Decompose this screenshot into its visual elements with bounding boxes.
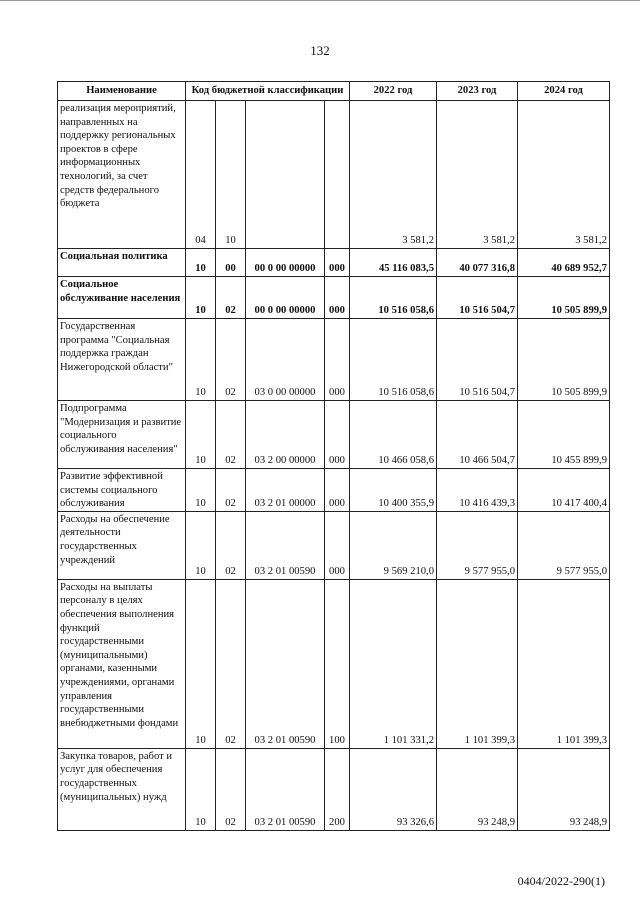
table-row (58, 401, 610, 469)
code-target-article: 00 0 00 00000 (246, 249, 325, 277)
code-section: 10 (186, 319, 216, 401)
value-2024: 3 581,2 (518, 101, 610, 249)
row-name: Социальная политика (58, 249, 186, 277)
code-expense-type: 000 (325, 319, 350, 401)
value-2022: 1 101 331,2 (350, 579, 437, 748)
row-name: Закупка товаров, работ и услуг для обеспечения государственных (муниципальных) нужд (58, 748, 186, 830)
value-2024: 10 417 400,4 (518, 469, 610, 512)
table-header-row (58, 82, 610, 101)
code-target-article: 03 2 01 00590 (246, 511, 325, 579)
code-target-article: 03 0 00 00000 (246, 319, 325, 401)
code-subsection: 02 (216, 511, 246, 579)
code-expense-type: 000 (325, 511, 350, 579)
value-2024: 10 505 899,9 (518, 277, 610, 319)
table-row (58, 101, 610, 249)
row-name: Развитие эффективной системы социального обслуживания (58, 469, 186, 512)
row-name: Расходы на обеспечение деятельности государственных учреждений (58, 511, 186, 579)
table-row (58, 319, 610, 401)
value-2022: 45 116 083,5 (350, 249, 437, 277)
row-name: реализация мероприятий, направленных на поддержку региональных проектов в сфере информационных технологий, за счет средств федерального бюджета (58, 101, 186, 249)
value-2023: 10 466 504,7 (437, 401, 518, 469)
value-2022: 9 569 210,0 (350, 511, 437, 579)
value-2022: 93 326,6 (350, 748, 437, 830)
table-row (58, 511, 610, 579)
value-2024: 10 455 899,9 (518, 401, 610, 469)
code-target-article: 03 2 01 00000 (246, 469, 325, 512)
code-section: 10 (186, 579, 216, 748)
value-2023: 9 577 955,0 (437, 511, 518, 579)
row-name: Социальное обслуживание населения (58, 277, 186, 319)
value-2024: 9 577 955,0 (518, 511, 610, 579)
code-expense-type (325, 101, 350, 249)
header-classification: Код бюджетной классификации (186, 82, 350, 101)
code-subsection: 02 (216, 469, 246, 512)
code-expense-type: 000 (325, 401, 350, 469)
row-name: Подпрограмма "Модернизация и развитие социального обслуживания населения" (58, 401, 186, 469)
value-2023: 1 101 399,3 (437, 579, 518, 748)
value-2022: 3 581,2 (350, 101, 437, 249)
table-row (58, 249, 610, 277)
header-2023: 2023 год (437, 82, 518, 101)
code-target-article: 03 2 00 00000 (246, 401, 325, 469)
code-section: 10 (186, 511, 216, 579)
value-2022: 10 400 355,9 (350, 469, 437, 512)
code-subsection: 02 (216, 748, 246, 830)
table-row (58, 748, 610, 830)
value-2022: 10 466 058,6 (350, 401, 437, 469)
page-number: 132 (310, 43, 330, 58)
code-subsection: 02 (216, 277, 246, 319)
code-subsection: 02 (216, 401, 246, 469)
code-target-article: 03 2 01 00590 (246, 748, 325, 830)
value-2023: 10 516 504,7 (437, 277, 518, 319)
value-2023: 93 248,9 (437, 748, 518, 830)
table-row (58, 469, 610, 512)
code-section: 10 (186, 748, 216, 830)
code-target-article: 03 2 01 00590 (246, 579, 325, 748)
document-code: 0404/2022-290(1) (517, 874, 605, 888)
budget-table (57, 81, 610, 831)
top-border-line (0, 0, 640, 1)
code-section: 04 (186, 101, 216, 249)
header-name: Наименование (58, 82, 186, 101)
value-2023: 3 581,2 (437, 101, 518, 249)
value-2024: 1 101 399,3 (518, 579, 610, 748)
header-2022: 2022 год (350, 82, 437, 101)
code-target-article (246, 101, 325, 249)
code-expense-type: 000 (325, 249, 350, 277)
value-2022: 10 516 058,6 (350, 277, 437, 319)
code-subsection: 02 (216, 579, 246, 748)
table-row (58, 579, 610, 748)
code-expense-type: 000 (325, 469, 350, 512)
code-section: 10 (186, 469, 216, 512)
code-section: 10 (186, 277, 216, 319)
code-subsection: 10 (216, 101, 246, 249)
code-expense-type: 200 (325, 748, 350, 830)
code-subsection: 02 (216, 319, 246, 401)
code-expense-type: 000 (325, 277, 350, 319)
row-name: Расходы на выплаты персоналу в целях обеспечения выполнения функций государственными (муниципальными) органами, казенными учреждениями, органами управления государственными внебюджетными фондами (58, 579, 186, 748)
row-name: Государственная программа "Социальная поддержка граждан Нижегородской области" (58, 319, 186, 401)
value-2024: 40 689 952,7 (518, 249, 610, 277)
code-section: 10 (186, 401, 216, 469)
code-section: 10 (186, 249, 216, 277)
code-expense-type: 100 (325, 579, 350, 748)
value-2023: 10 516 504,7 (437, 319, 518, 401)
value-2023: 40 077 316,8 (437, 249, 518, 277)
code-target-article: 00 0 00 00000 (246, 277, 325, 319)
code-subsection: 00 (216, 249, 246, 277)
value-2024: 93 248,9 (518, 748, 610, 830)
value-2024: 10 505 899,9 (518, 319, 610, 401)
value-2023: 10 416 439,3 (437, 469, 518, 512)
header-2024: 2024 год (518, 82, 610, 101)
value-2022: 10 516 058,6 (350, 319, 437, 401)
table-row (58, 277, 610, 319)
